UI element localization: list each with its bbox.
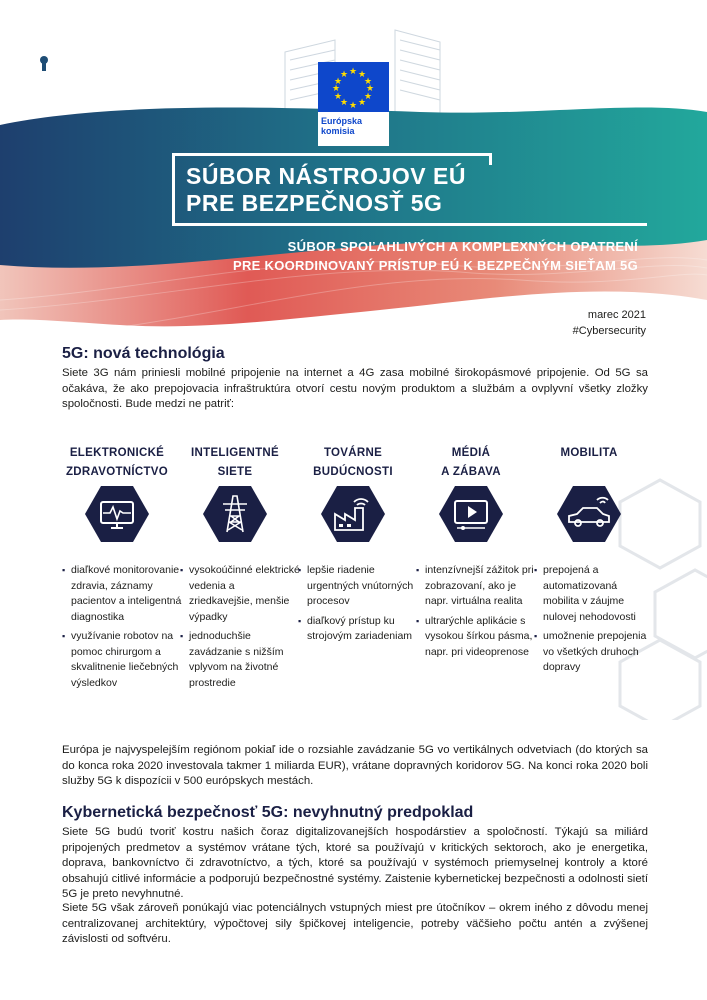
column-title-line1: MOBILITA: [560, 447, 618, 459]
column-title-mobility: [519, 444, 659, 463]
list-item: ▪ intenzívnejší zážitok pri zobrazovaní, ako je napr. virtuálna realita: [416, 563, 536, 610]
health-monitor-icon: [85, 486, 149, 542]
ehealth-bullets: [62, 563, 182, 695]
column-title-line1: ELEKTRONICKÉ: [69, 447, 165, 459]
factory-icon: [321, 486, 385, 542]
hashtag: #Cybersecurity: [572, 325, 646, 337]
logo-name-line2: komisia: [321, 126, 355, 136]
factories-bullets: [298, 563, 418, 649]
video-play-icon: [439, 486, 503, 542]
european-commission-logo: [318, 62, 389, 146]
column-title-line2: A ZÁBAVA: [441, 466, 501, 478]
logo-name-line1: Európska: [321, 116, 363, 126]
connected-car-icon: [557, 486, 621, 542]
list-item: ▪ lepšie riadenie urgentných vnútorných procesov: [298, 563, 418, 610]
logo-name: [318, 112, 389, 146]
cybersecurity-paragraph-2: Siete 5G však zároveň ponúkajú viac potenciálnych vstupných miest pre útočníkov – okrem iného z dôvodu menej centralizovanej architektúry, výpočtovej sily špičkovej inteligencie, potreby väčšieho počtu antén a zvýšenej závislosti od softvéru.: [62, 902, 648, 945]
page-title: [186, 163, 516, 217]
eu-flag-icon: ★ ★ ★ ★ ★ ★ ★ ★ ★ ★ ★ ★: [318, 62, 389, 112]
page-title-line2: PRE BEZPEČNOSŤ 5G: [186, 190, 443, 216]
page-title-line1: SÚBOR NÁSTROJOV EÚ: [186, 163, 466, 189]
date-block: [573, 307, 646, 339]
page-subtitle-line2: PRE KOORDINOVANÝ PRÍSTUP EÚ K BEZPEČNÝM SIEŤAM 5G: [233, 258, 638, 273]
intro-paragraph: Siete 3G nám priniesli mobilné pripojenie na internet a 4G zasa mobilné širokopásmové pripojenie. Od 5G sa očakáva, že ako prepojovacia infraštruktúra otvorí cestu novým produktom a službám a ovplyvní všetky zložky spoločnosti. Bude medzi ne patriť:: [62, 367, 648, 410]
mobility-bullets: [534, 563, 654, 680]
list-item: ▪ ultrarýchle aplikácie s vysokou šírkou pásma, napr. pri videoprenose: [416, 614, 536, 661]
column-title-line2: SIETE: [217, 466, 253, 478]
list-item: ▪ jednoduchšie zavádzanie s nižším vplyvom na životné prostredie: [180, 629, 300, 691]
cybersecurity-paragraph-1: Siete 5G budú tvoriť kostru našich čoraz digitalizovanejších hospodárstiev a spoločností. Týkajú sa miliárd pripojených predmetov a systémov vrátane tých, ktoré sa používajú v kritických sektoroch, ako je energetika, doprava, bankovníctvo či zdravotníctvo, a tých, ktoré sa používajú v systémoch priemyselnej kontroly a ktoré obsahujú citlivé informácie a podporujú bezpečnostné systémy. Zaistenie kybernetickej bezpečnosti a odolnosti sietí 5G je preto nevyhnutné.: [62, 826, 648, 900]
list-item: ▪ diaľkové monitorovanie zdravia, záznamy pacientov a inteligentná diagnostika: [62, 563, 182, 625]
page-subtitle: [170, 237, 638, 275]
section-heading-5g: 5G: nová technológia: [62, 345, 225, 362]
section-heading-cybersecurity: Kybernetická bezpečnosť 5G: nevyhnutný predpoklad: [62, 804, 474, 821]
list-item: ▪ prepojená a automatizovaná mobilita v záujme nulovej nehodovosti: [534, 563, 654, 625]
smart-grids-bullets: [180, 563, 300, 695]
outro-paragraph: Európa je najvyspelejším regiónom pokiaľ ide o rozsiahle zavádzanie 5G vo vertikálnych odvetviach (do ktorých sa do konca roka 2020 investovala takmer 1 miliarda EUR), vrátane dopravných koridorov 5G. Na konci roka 2020 boli služby 5G k dispozícii v 500 európskych mestách.: [62, 744, 648, 787]
column-title-line1: MÉDIÁ: [451, 447, 491, 459]
list-item: ▪ diaľkový prístup ku strojovým zariadeniam: [298, 614, 418, 645]
list-item: ▪ umožnenie prepojenia vo všetkých druhoch dopravy: [534, 629, 654, 676]
header-banner: [0, 0, 707, 340]
column-title-line1: INTELIGENTNÉ: [191, 447, 279, 459]
media-bullets: [416, 563, 536, 664]
column-title-line1: TOVÁRNE: [323, 447, 383, 459]
security-shield-lock-icon: [0, 0, 88, 110]
column-title-line2: ZDRAVOTNÍCTVO: [65, 466, 169, 478]
publication-date: marec 2021: [587, 309, 646, 321]
list-item: ▪ vysokoúčinné elektrické vedenia a zriedkavejšie, menšie výpadky: [180, 563, 300, 625]
power-pylon-icon: [203, 486, 267, 542]
column-title-line2: BUDÚCNOSTI: [313, 466, 393, 478]
list-item: ▪ využívanie robotov na pomoc chirurgom a skvalitnenie liečebných výsledkov: [62, 629, 182, 691]
page-subtitle-line1: SÚBOR SPOĽAHLIVÝCH A KOMPLEXNÝCH OPATRENÍ: [287, 239, 638, 254]
title-frame-bottom: [172, 223, 647, 226]
